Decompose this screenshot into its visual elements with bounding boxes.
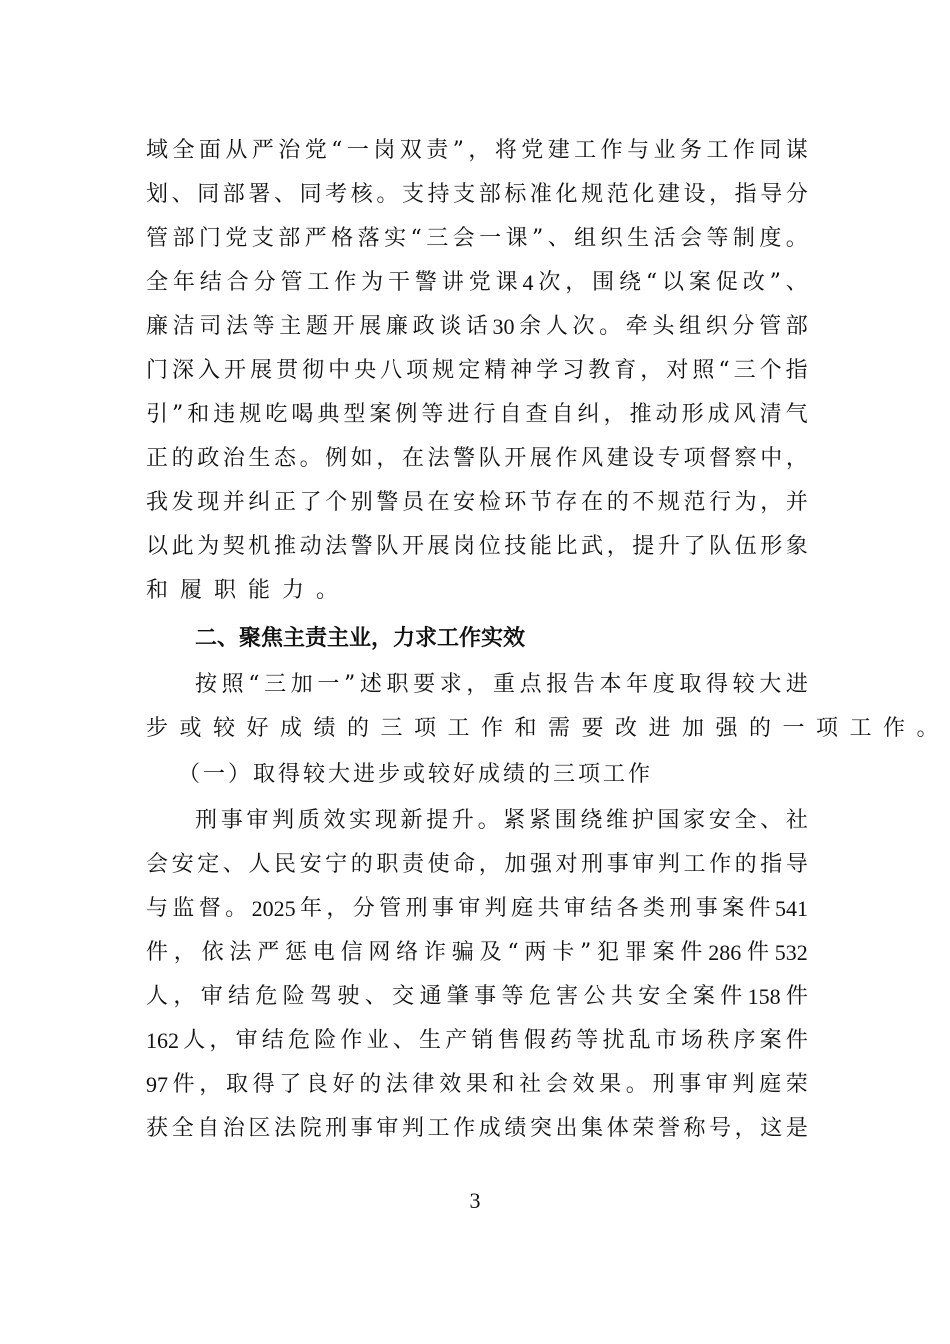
paragraph-2-line-1: 按 照 “ 三 加 一 ” 述 职 要 求 ， 重 点 报 告 本 年 度 取 得 较 大 进 [195, 672, 808, 697]
paragraph-1-line-2: 划 、 同 部 署 、 同 考 核 。 支 持 支 部 标 准 化 规 范 化 建 设 ， 指 导 分 [146, 182, 808, 207]
paragraph-2-line-2: 步或较好成绩的三项工作和需要改进加强的一项工作。 [146, 716, 950, 741]
paragraph-1-line-6: 门 深 入 开 展 贯 彻 中 央 八 项 规 定 精 神 学 习 教 育 ， 对 照 “ 三 个 指 [146, 358, 808, 383]
section-heading: 二、聚焦主责主业，力求工作实效 [195, 626, 526, 651]
paragraph-3-line-1: 刑 事 审 判 质 效 实 现 新 提 升 。 紧 紧 围 绕 维 护 国 家 安 全 、 社 [195, 808, 808, 833]
paragraph-1-line-3: 管 部 门 党 支 部 严 格 落 实 “ 三 会 一 课 ” 、 组 织 生 活 会 等 制 度 。 [146, 226, 808, 251]
paragraph-1-line-4: 全 年 结 合 分 管 工 作 为 干 警 讲 党 课 4 次 ， 围 绕 “ 以 案 促 改 ” 、 [146, 270, 808, 295]
paragraph-3-line-3: 与 监 督 。 2025 年 ， 分 管 刑 事 审 判 庭 共 审 结 各 类 刑 事 案 件 541 [146, 896, 808, 921]
paragraph-3-line-4: 件 ， 依 法 严 惩 电 信 网 络 诈 骗 及 “ 两 卡 ” 犯 罪 案 件 286 件 532 [146, 940, 808, 965]
paragraph-3-line-8: 获 全 自 治 区 法 院 刑 事 审 判 工 作 成 绩 突 出 集 体 荣 誉 称 号 ， 这 是 [146, 1116, 808, 1141]
subsection-heading: （一）取得较大进步或较好成绩的三项工作 [178, 762, 654, 787]
paragraph-3-line-7: 97 件 ， 取 得 了 良 好 的 法 律 效 果 和 社 会 效 果 。 刑 事 审 判 庭 荣 [146, 1072, 808, 1097]
paragraph-1-line-8: 正 的 政 治 生 态 。 例 如 ， 在 法 警 队 开 展 作 风 建 设 专 项 督 察 中 ， [146, 446, 808, 471]
paragraph-1-line-5: 廉 洁 司 法 等 主 题 开 展 廉 政 谈 话 30 余 人 次 。 牵 头 组 织 分 管 部 [146, 314, 808, 339]
paragraph-1-line-9: 我 发 现 并 纠 正 了 个 别 警 员 在 安 检 环 节 存 在 的 不 规 范 行 为 ， 并 [146, 490, 808, 515]
paragraph-1-line-1: 域 全 面 从 严 治 党 “ 一 岗 双 责 ” ， 将 党 建 工 作 与 业 务 工 作 同 谋 [146, 138, 808, 163]
paragraph-1-line-7: 引 ” 和 违 规 吃 喝 典 型 案 例 等 进 行 自 查 自 纠 ， 推 动 形 成 风 清 气 [146, 402, 808, 427]
paragraph-3-line-2: 会 安 定 、 人 民 安 宁 的 职 责 使 命 ， 加 强 对 刑 事 审 判 工 作 的 指 导 [146, 852, 808, 877]
paragraph-1-line-11: 和履职能力。 [146, 578, 351, 603]
paragraph-3-line-5: 人 ， 审 结 危 险 驾 驶 、 交 通 肇 事 等 危 害 公 共 安 全 案 件 158 件 [146, 984, 808, 1009]
paragraph-3-line-6: 162 人 ， 审 结 危 险 作 业 、 生 产 销 售 假 药 等 扰 乱 市 场 秩 序 案 件 [146, 1028, 808, 1053]
page-number: 3 [469, 1188, 481, 1213]
paragraph-1-line-10: 以 此 为 契 机 推 动 法 警 队 开 展 岗 位 技 能 比 武 ， 提 升 了 队 伍 形 象 [146, 534, 808, 559]
